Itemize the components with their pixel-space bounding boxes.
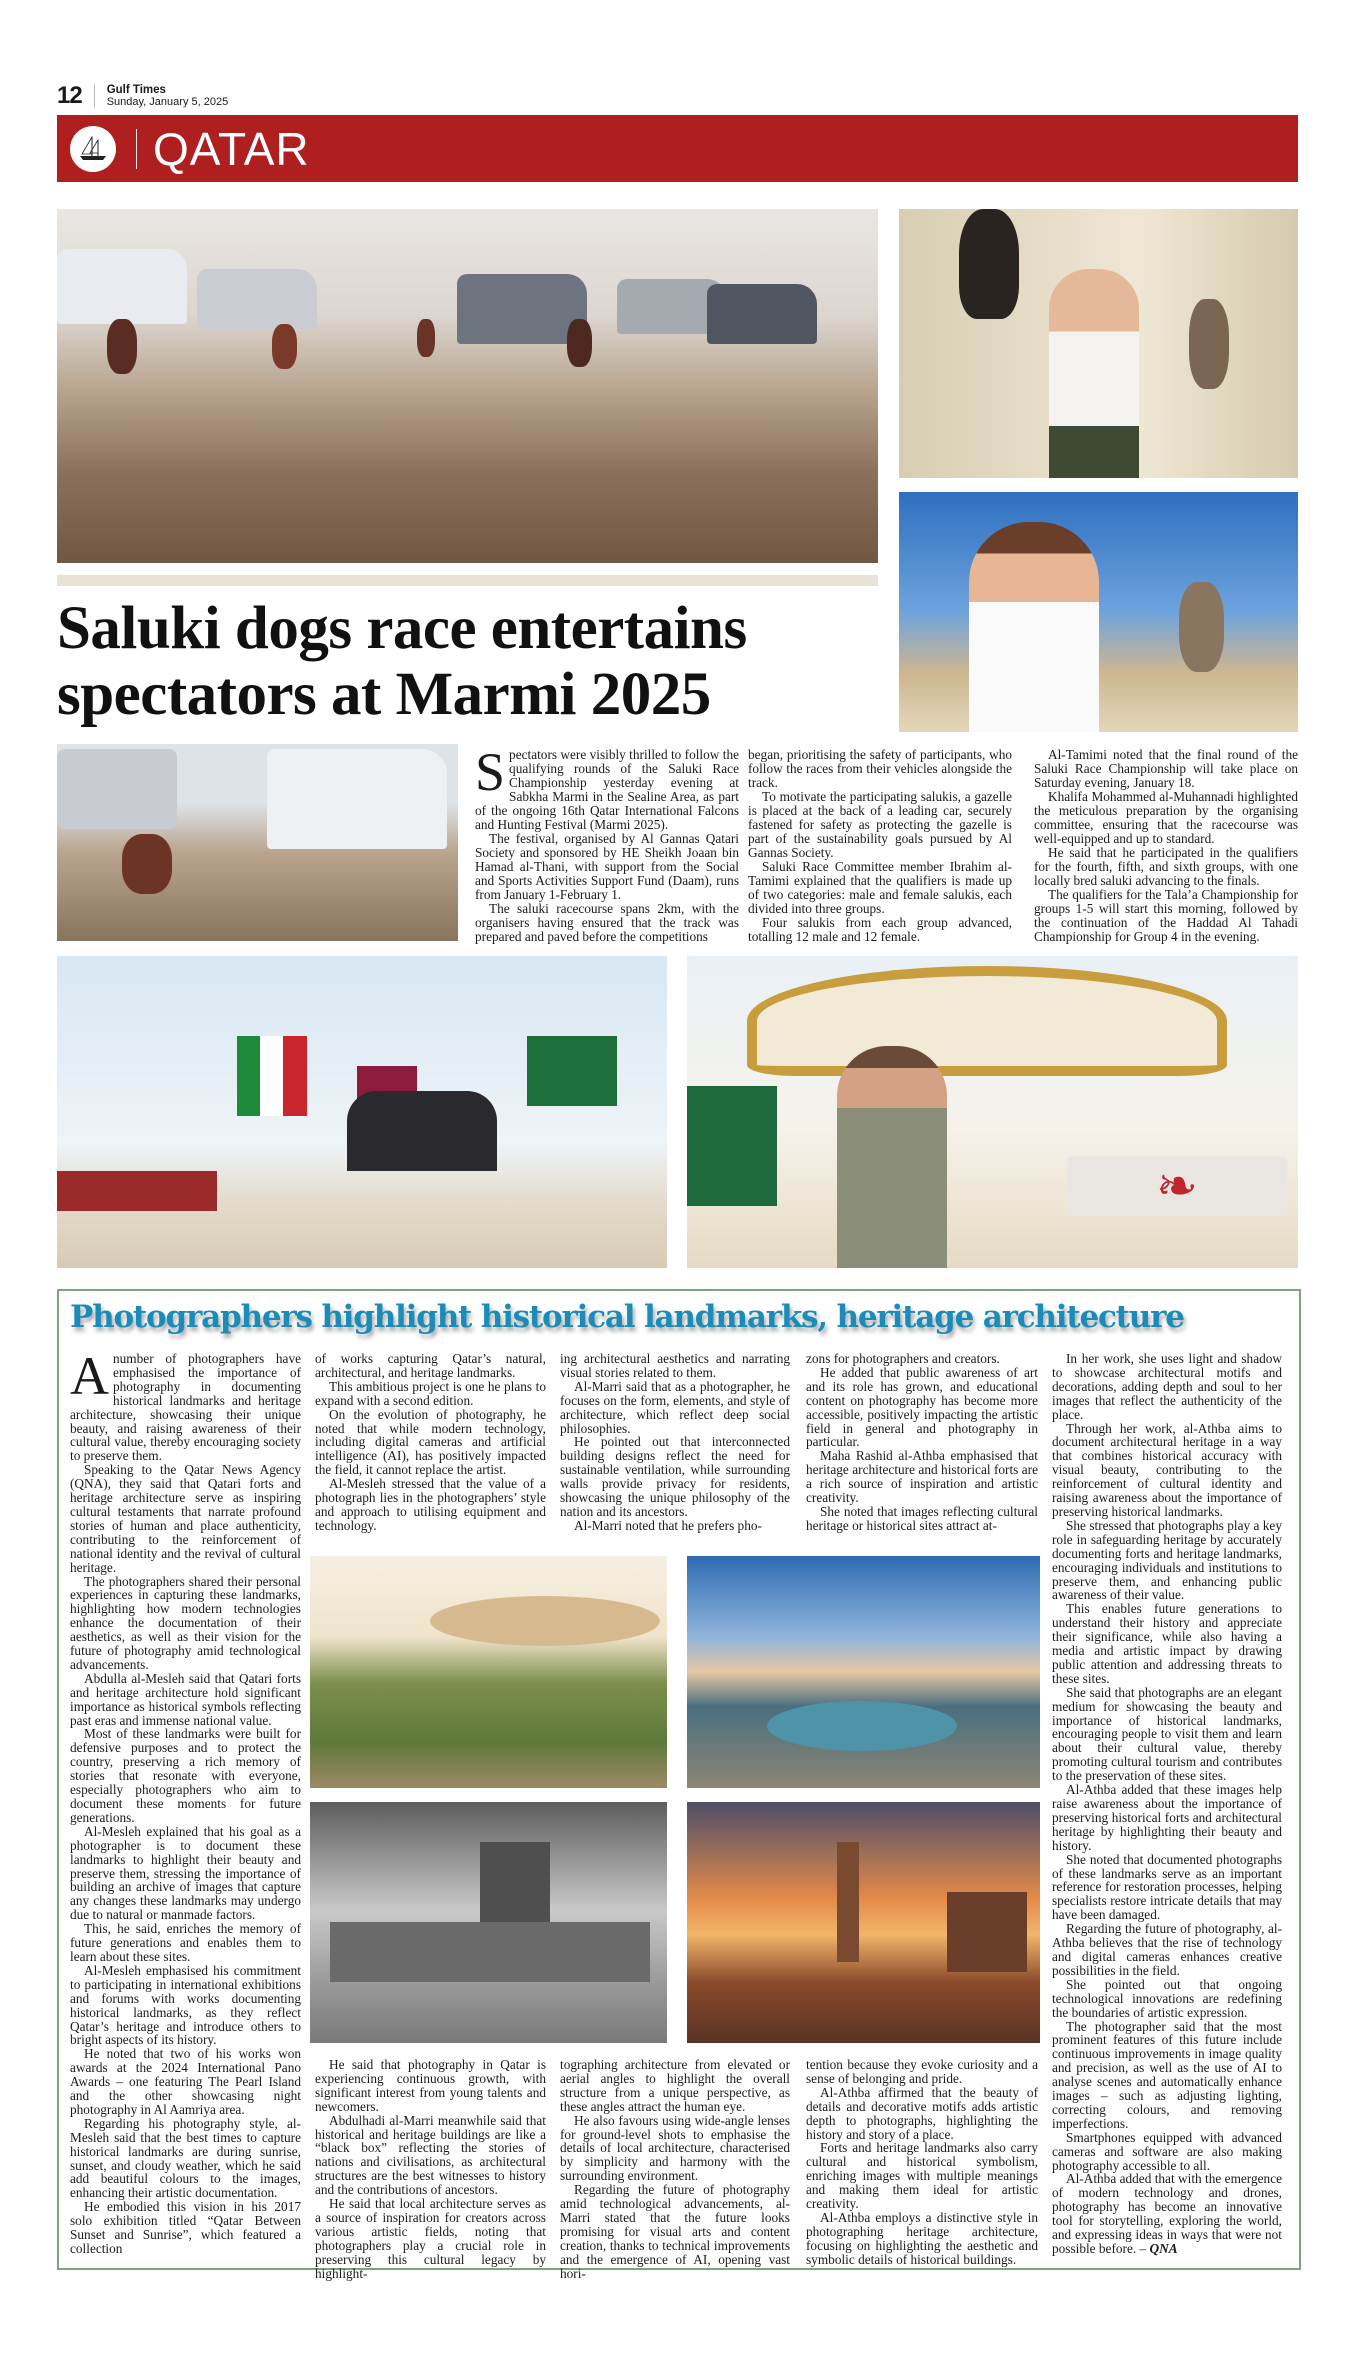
article-paragraph <box>70 1964 301 2047</box>
paragraph-text: He said that local architecture serves as a source of inspiration for creators across various artistic fields, noting that photographers play a crucial role in preserving this cultural legacy by highlight- <box>315 2196 546 2281</box>
article-paragraph <box>1052 1352 1282 1422</box>
article-paragraph <box>475 832 739 902</box>
article-paragraph <box>1052 1922 1282 1978</box>
stairs-shape <box>687 1086 777 1206</box>
saluki-dog <box>417 319 435 357</box>
ruin-shape <box>947 1892 1027 1972</box>
paragraph-text: ing architectural aesthetics and narrating visual stories related to them. <box>560 1351 790 1380</box>
paragraph-text: pectators were visibly thrilled to follow the qualifying rounds of the Saluki Race Championship yesterday evening at Sabkha Marmi in the Sealine Area, as part of the ongoing 16th Qatar International Falcons and Hunting Festival (Marmi 2025). <box>475 747 739 832</box>
article-paragraph <box>70 2200 301 2256</box>
feature-column-5 <box>1052 1352 1282 2256</box>
drop-cap: S <box>475 742 506 802</box>
article-paragraph <box>70 2117 301 2200</box>
article-paragraph <box>560 1519 790 1533</box>
article-paragraph <box>1034 888 1298 944</box>
flag-shape <box>527 1036 617 1106</box>
article-paragraph <box>748 860 1012 916</box>
publication-name: Gulf Times <box>106 84 166 96</box>
article-paragraph <box>475 742 739 832</box>
paragraph-text: Al-Tamimi noted that the final round of the Saluki Race Championship will take place on Saturday evening, January 18. <box>1034 747 1298 790</box>
feature-column-3-bottom <box>560 2058 790 2281</box>
paragraph-text: Al-Mesleh stressed that the value of a photograph lies in the photographers’ style and approach to utilising equipment and technology. <box>315 1476 546 1533</box>
marmi-arabic-sign: ❧ <box>1067 1156 1287 1216</box>
dhow-boat-icon <box>70 126 116 172</box>
woman-figure <box>1049 269 1139 478</box>
paragraph-text: This ambitious project is one he plans to expand with a second edition. <box>315 1378 546 1408</box>
paragraph-text: tention because they evoke curiosity and a sense of belonging and pride. <box>806 2057 1038 2086</box>
article-paragraph <box>1052 1853 1282 1923</box>
article-paragraph <box>70 1346 301 1464</box>
article-paragraph <box>560 2114 790 2184</box>
paragraph-text: She pointed out that ongoing technological innovations are redefining the boundaries of artistic expression. <box>1052 1976 1282 2020</box>
article-paragraph <box>806 1352 1038 1366</box>
car-shape <box>197 269 317 329</box>
paragraph-text: tographing architecture from elevated or aerial angles to highlight the overall structure from a unique perspective, as these angles attract the human eye. <box>560 2057 790 2114</box>
article-paragraph <box>560 1352 790 1380</box>
fort-sunset-photo <box>687 1802 1040 2043</box>
paragraph-text: On the evolution of photography, he noted that while modern technology, including digital cameras and artificial intelligence (AI), has positively impacted the field, it cannot replace the artist. <box>315 1406 546 1478</box>
paragraph-text: Al-Mesleh emphasised his commitment to participating in international exhibitions and forums with works documenting historical landmarks, as they reflect Qatar’s heritage and introduce others to bright aspects of its history. <box>70 1962 301 2048</box>
article-paragraph <box>70 1463 301 1574</box>
paragraph-text: The saluki racecourse spans 2km, with the organisers having ensured that the track was prepared and paved before the competitions <box>475 901 739 944</box>
feature-column-1 <box>70 1346 301 2256</box>
article-paragraph <box>806 2086 1038 2142</box>
article-paragraph <box>1034 748 1298 790</box>
article-paragraph <box>1052 2172 1282 2255</box>
paragraph-text: This, he said, enriches the memory of future generations and enables them to learn about these sites. <box>70 1921 301 1964</box>
paragraph-text: Abdulhadi al-Marri meanwhile said that historical and heritage buildings are like a “black box” reflecting the stories of nations and civilisations, as architectural structures are the best witnesses to history and the contributions of ancestors. <box>315 2112 546 2198</box>
paragraph-text: She noted that images reflecting cultural heritage or historical sites attract at- <box>806 1503 1038 1533</box>
article-paragraph <box>1052 2020 1282 2131</box>
paragraph-text: Maha Rashid al-Athba emphasised that heritage architecture and historical forts are a rich source of inspiration and artistic creativity. <box>806 1448 1038 1506</box>
falconer-woman-photo-2 <box>899 492 1298 732</box>
paragraph-text: She said that photographs are an elegant medium for showcasing the beauty and importance of historical landmarks, encouraging people to visit them and learn about their cultural value, thereby promoting cultural tourism and contributes to the preservation of these sites. <box>1052 1684 1282 1784</box>
paragraph-text: He added that public awareness of art and its role has grown, and educational content on photography has become more accessible, positively impacting the artistic field in general and photography in particular. <box>806 1364 1038 1450</box>
car-shape <box>57 249 187 324</box>
paragraph-text: Smartphones equipped with advanced cameras and software are also making photography accessible to all. <box>1052 2129 1282 2173</box>
feature-column-2-top <box>315 1352 546 1533</box>
top-story-column-2 <box>748 748 1012 944</box>
feature-column-2-bottom <box>315 2058 546 2281</box>
paragraph-text: Most of these landmarks were built for defensive purposes and to protect the country, preserving a rich memory of stories that resonate with everyone, especially photographers who aim to document these moments for future generations. <box>70 1726 301 1825</box>
spectators-figure <box>347 1091 497 1171</box>
paragraph-text: Regarding the future of photography amid technological advancements, al-Marri stated that the future looks promising for visual arts and content creation, thanks to technical improvements and the emergence of AI, opening vast hori- <box>560 2182 790 2281</box>
paragraph-text: began, prioritising the safety of participants, who follow the races from their vehicles alongside the track. <box>748 747 1012 790</box>
paragraph-text: He said that he participated in the qualifiers for the fourth, fifth, and sixth groups, with one locally bred saluki advancing to the finals. <box>1034 845 1298 888</box>
falcon-shape <box>1189 299 1229 389</box>
article-paragraph <box>315 1408 546 1478</box>
top-story-headline: Saluki dogs race entertains spectators at Marmi 2025 <box>57 595 747 728</box>
article-paragraph <box>1052 1783 1282 1853</box>
article-paragraph <box>748 916 1012 944</box>
article-paragraph <box>748 790 1012 860</box>
paragraph-text: zons for photographers and creators. <box>806 1351 1000 1366</box>
top-story-column-1 <box>475 742 739 944</box>
article-paragraph <box>315 2197 546 2280</box>
paragraph-text: This enables future generations to understand their history and appreciate their significance, while also having a media and artistic impact by drawing public attention and addressing threats to these sites. <box>1052 1601 1282 1686</box>
publication-date: Sunday, January 5, 2025 <box>106 96 229 108</box>
paragraph-text: number of photographers have emphasised the importance of photography in documenting historical landmarks and heritage architecture, showcasing their unique beauty, and raising awareness of their cultural value, thereby encouraging society to preserve them. <box>70 1351 301 1464</box>
pearl-marina-photo <box>687 1556 1040 1788</box>
paragraph-text: Al-Athba employs a distinctive style in photographing heritage architecture, focusing on highlighting the aesthetic and symbolic details of historical buildings. <box>806 2209 1038 2267</box>
article-paragraph <box>1034 790 1298 846</box>
article-paragraph <box>560 1380 790 1436</box>
saluki-race-photo <box>57 209 878 563</box>
paragraph-text: The photographer said that the most prominent features of this future include continuous improvements in image quality and precision, as well as the use of AI to analyse scenes and automatically enhance images – such as adjusting lighting, correcting colours, and removing imperfections. <box>1052 2018 1282 2131</box>
paragraph-text: Al-Mesleh explained that his goal as a photographer is to document these landmarks to highlight their beauty and preserve them, stressing the importance of building an archive of images that capture any changes these landmarks may undergo due to natural or manmade factors. <box>70 1823 301 1923</box>
paragraph-text: Saluki Race Committee member Ibrahim al-Tamimi explained that the qualifiers is made up of two categories: male and female salukis, each divided into three groups. <box>748 859 1012 916</box>
paragraph-text: He said that photography in Qatar is experiencing continuous growth, with significant interest from young talents and newcomers. <box>315 2057 546 2114</box>
article-paragraph <box>70 1575 301 1672</box>
saluki-running-photo <box>57 744 458 941</box>
paragraph-text: Through her work, al-Athba aims to document architectural heritage in a way that combines historical accuracy with visual beauty, contributing to the reinforcement of cultural identity and raising awareness about the importance of preserving historical landmarks. <box>1052 1420 1282 1519</box>
falcon-shape <box>1179 582 1224 672</box>
paragraph-text: He also favours using wide-angle lenses for ground-level shots to emphasise the details of local architecture, characterised by simplicity and harmony with the surrounding environment. <box>560 2112 790 2184</box>
paragraph-text: He pointed out that interconnected building designs reflect the need for sustainable ventilation, while surrounding walls provide privacy for residents, showcasing the unique philosophy of the nation and its ancestors. <box>560 1434 790 1519</box>
section-banner <box>57 115 1298 182</box>
paragraph-text: To motivate the participating salukis, a gazelle is placed at the back of a leading car, securely fastened for safety as protecting the gazelle is part of the sustainability goals pursued by Al Gannas Society. <box>748 789 1012 860</box>
spectators-flags-photo <box>57 956 667 1268</box>
car-shape <box>707 284 817 344</box>
publication-info <box>107 84 229 108</box>
paragraph-text: The photographers shared their personal experiences in capturing these landmarks, highlighting how modern technologies enhance the documentation of their aesthetics, as well as their vision for the future of photography amid technological advancements. <box>70 1573 301 1672</box>
article-paragraph <box>70 2047 301 2117</box>
falconer-woman-photo-1 <box>899 209 1298 478</box>
article-paragraph <box>70 1672 301 1728</box>
article-paragraph <box>1052 1519 1282 1602</box>
paragraph-text: Khalifa Mohammed al-Muhannadi highlighted the meticulous preparation by the organising committee, ensuring that the racecourse was well-equipped and up to standard. <box>1034 789 1298 846</box>
paragraph-text: Al-Marri noted that he prefers pho- <box>574 1517 762 1533</box>
folio-divider <box>94 84 95 108</box>
page-folio <box>57 82 228 110</box>
paragraph-text: Abdulla al-Mesleh said that Qatari forts and heritage architecture hold significant importance as historical symbols reflecting past eras and immense national value. <box>70 1670 301 1728</box>
paragraph-text: Regarding the future of photography, al-Athba believes that the rise of technology and digital cameras enhances creative possibilities in the field. <box>1052 1921 1282 1978</box>
saluki-dog <box>107 319 137 374</box>
page-number: 12 <box>57 82 82 109</box>
saluki-dog <box>272 324 297 369</box>
paragraph-text: The qualifiers for the Tala’a Championship for groups 1-5 will start this morning, followed by the continuation of the Haddad Al Tahadi Championship for Group 4 in the evening. <box>1034 887 1298 944</box>
marina-water <box>767 1701 957 1751</box>
paragraph-text: Al-Athba added that these images help raise awareness about the importance of preserving historical forts and architectural heritage by highlighting their beauty and history. <box>1052 1782 1282 1853</box>
sign-off: QNA <box>1149 2241 1178 2256</box>
article-paragraph <box>70 1922 301 1964</box>
fort-wall <box>330 1922 650 1982</box>
article-paragraph <box>806 2211 1038 2267</box>
article-paragraph <box>70 1727 301 1824</box>
paragraph-text: Regarding his photography style, al-Mesleh said that the best times to capture historical landmarks are during sunrise, sunset, and cloudy weather, which he said add beautiful colours to the images, enhancing their artistic documentation. <box>70 2115 301 2201</box>
article-paragraph <box>315 2058 546 2114</box>
carpet-shape <box>57 1171 217 1211</box>
banner-divider <box>136 129 137 169</box>
paragraph-text: Forts and heritage landmarks also carry cultural and historical symbolism, enriching images with multiple meanings and making them ideal for artistic creativity. <box>806 2140 1038 2212</box>
section-title: QATAR <box>153 122 310 175</box>
paragraph-text: Al-Athba affirmed that the beauty of details and decorative motifs adds artistic depth to photographs, highlighting the history and story of a place. <box>806 2084 1038 2142</box>
article-paragraph <box>806 1449 1038 1505</box>
article-paragraph <box>1052 1978 1282 2020</box>
article-paragraph <box>315 1477 546 1533</box>
wings-sign <box>747 966 1227 1076</box>
paragraph-text: She stressed that photographs play a key role in safeguarding heritage by accurately documenting forts and heritage landmarks, encouraging individuals and institutions to preserve them, and enhancing public awareness of their value. <box>1052 1517 1282 1603</box>
feature-column-4-top <box>806 1352 1038 1533</box>
article-paragraph <box>70 1825 301 1922</box>
article-paragraph <box>748 748 1012 790</box>
paragraph-text: He embodied this vision in his 2017 solo exhibition titled “Qatar Between Sunset and Sunrise”, which featured a collection <box>70 2199 301 2256</box>
drop-cap: A <box>70 1346 109 1406</box>
article-paragraph <box>1034 846 1298 888</box>
article-paragraph <box>315 1380 546 1408</box>
paragraph-text: Speaking to the Qatar News Agency (QNA), they said that Qatari forts and heritage architecture serve as inspiring cultural testaments that narrate profound stories of human and place authenticity, contributing to the reinforcement of national identity and the revival of cultural heritage. <box>70 1462 301 1575</box>
car-shape <box>57 749 177 829</box>
article-paragraph <box>1052 1422 1282 1519</box>
fort-bw-photo <box>310 1802 667 2043</box>
article-paragraph <box>806 1505 1038 1533</box>
article-paragraph <box>475 902 739 944</box>
article-paragraph <box>560 2058 790 2114</box>
article-paragraph <box>315 2114 546 2197</box>
museum-disc-shape <box>430 1596 660 1646</box>
feature-column-3-top <box>560 1352 790 1533</box>
saluki-dog <box>122 834 172 894</box>
falcon-shape <box>959 209 1019 319</box>
national-museum-photo <box>310 1556 667 1788</box>
article-paragraph <box>1052 1686 1282 1783</box>
article-paragraph <box>1052 1602 1282 1685</box>
article-paragraph <box>1052 2131 1282 2173</box>
man-figure <box>837 1046 947 1268</box>
paragraph-text: The festival, organised by Al Gannas Qatari Society and sponsored by HE Sheikh Joaan bin Hamad al-Thani, with support from the Social and Sports Activities Support Fund (Daam), runs from January 1-February 1. <box>475 831 739 902</box>
saluki-dog <box>567 319 592 367</box>
article-paragraph <box>806 2141 1038 2211</box>
falconer-man-photo <box>687 956 1298 1268</box>
article-paragraph <box>806 2058 1038 2086</box>
minaret-shape <box>837 1842 859 1962</box>
paragraph-text: Al-Athba added that with the emergence of modern technology and drones, photography has become an innovative tool for storytelling, exploring the world, and expressing ideas in ways that were not possible before. – <box>1052 2171 1282 2256</box>
photo-rule <box>57 575 878 586</box>
article-paragraph <box>560 2183 790 2280</box>
paragraph-text: Four salukis from each group advanced, totalling 12 male and 12 female. <box>748 915 1012 944</box>
paragraph-text: of works capturing Qatar’s natural, architectural, and heritage landmarks. <box>315 1351 546 1380</box>
woman-figure <box>969 522 1099 732</box>
article-paragraph <box>315 1352 546 1380</box>
paragraph-text: She noted that documented photographs of these landmarks serve as an important reference for restoration processes, helping specialists restore intricate details that may have been damaged. <box>1052 1851 1282 1923</box>
article-paragraph <box>806 1366 1038 1449</box>
paragraph-text: He noted that two of his works won awards at the 2024 International Pano Awards – one featuring The Pearl Island and the other showcasing night photography in Al Aamriya area. <box>70 2046 301 2117</box>
top-story-column-3 <box>1034 748 1298 944</box>
feature-column-4-bottom <box>806 2058 1038 2267</box>
car-shape <box>267 749 447 849</box>
flag-shape <box>237 1036 307 1116</box>
feature-headline: Photographers highlight historical landmarks, heritage architecture <box>70 1299 1184 1335</box>
article-paragraph <box>560 1435 790 1518</box>
paragraph-text: Al-Marri said that as a photographer, he focuses on the form, elements, and style of architecture, which reflect deep social philosophies. <box>560 1378 790 1436</box>
paragraph-text: In her work, she uses light and shadow to showcase architectural motifs and decorations, adding depth and soul to her images that reflect the authenticity of the place. <box>1052 1351 1282 1422</box>
